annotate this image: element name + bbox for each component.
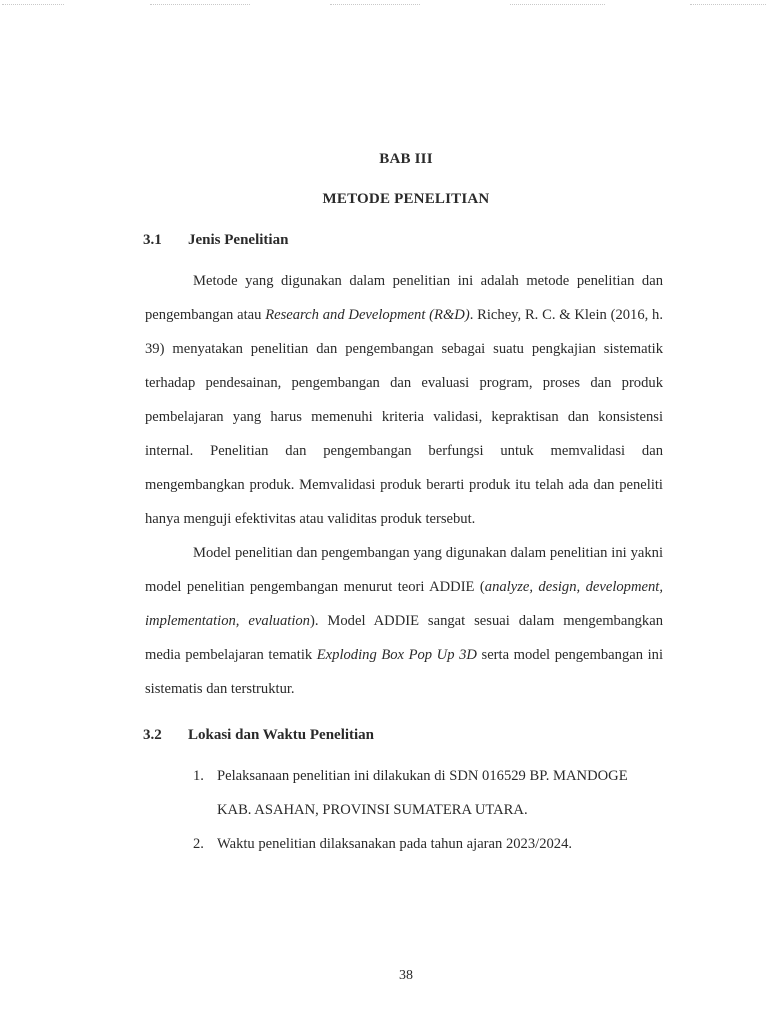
section-title: Lokasi dan Waktu Penelitian	[188, 727, 375, 743]
list-item	[193, 759, 663, 827]
scan-edge-mark	[150, 4, 250, 9]
section-heading-3-2	[143, 727, 374, 744]
paragraph-jenis-penelitian	[145, 264, 663, 536]
section-number: 3.1	[143, 232, 162, 248]
list-item-number: 2.	[193, 836, 204, 852]
scan-edge-mark	[510, 4, 605, 9]
italic-term: analyze, design, development, implementation, evaluation	[145, 579, 663, 629]
paragraph-text: ). Model ADDIE sangat sesuai dalam mengembangkan media pembelajaran tematik	[145, 613, 663, 663]
paragraph-text: serta model pengembangan ini sistematis dan terstruktur.	[145, 647, 664, 697]
italic-term: Research and Development (R&D)	[265, 307, 470, 323]
scan-edge-mark	[330, 4, 420, 9]
list-item-number: 1.	[193, 768, 204, 784]
page-number: 38	[399, 968, 413, 983]
chapter-number: BAB III	[379, 151, 433, 167]
section-number: 3.2	[143, 727, 162, 743]
paragraph-text: . Richey, R. C. & Klein (2016, h. 39) menyatakan penelitian dan pengembangan sebagai suatu pengkajian sistematik terhadap pendesainan, pengembangan dan evaluasi program, proses dan produk pembelajaran yang harus memenuhi kriteria validasi, kepraktisan dan konsistensi internal. Penelitian dan pengembangan berfungsi untuk memvalidasi dan mengembangkan produk. Memvalidasi produk berarti produk itu telah ada dan peneliti hanya menguji efektivitas atau validitas produk tersebut.	[145, 307, 664, 527]
list-item-text: Pelaksanaan penelitian ini dilakukan di SDN 016529 BP. MANDOGE KAB. ASAHAN, PROVINSI SUMATERA UTARA.	[217, 768, 628, 818]
paragraph-text: Metode yang digunakan dalam penelitian ini adalah metode penelitian dan pengembangan atau	[145, 273, 663, 323]
scan-edge-mark	[2, 4, 64, 9]
location-time-list	[193, 759, 663, 861]
section-title: Jenis Penelitian	[188, 232, 289, 248]
paragraph-text: Model penelitian dan pengembangan yang digunakan dalam penelitian ini yakni model penelitian pengembangan menurut teori ADDIE (	[145, 545, 663, 595]
section-heading-3-1	[143, 232, 288, 249]
list-item-text: Waktu penelitian dilaksanakan pada tahun ajaran 2023/2024.	[217, 836, 573, 852]
italic-term: Exploding Box Pop Up 3D	[316, 647, 477, 663]
list-item	[193, 827, 663, 861]
chapter-title: METODE PENELITIAN	[322, 191, 490, 207]
scan-edge-mark	[690, 4, 766, 9]
paragraph-model-addie	[145, 536, 663, 706]
